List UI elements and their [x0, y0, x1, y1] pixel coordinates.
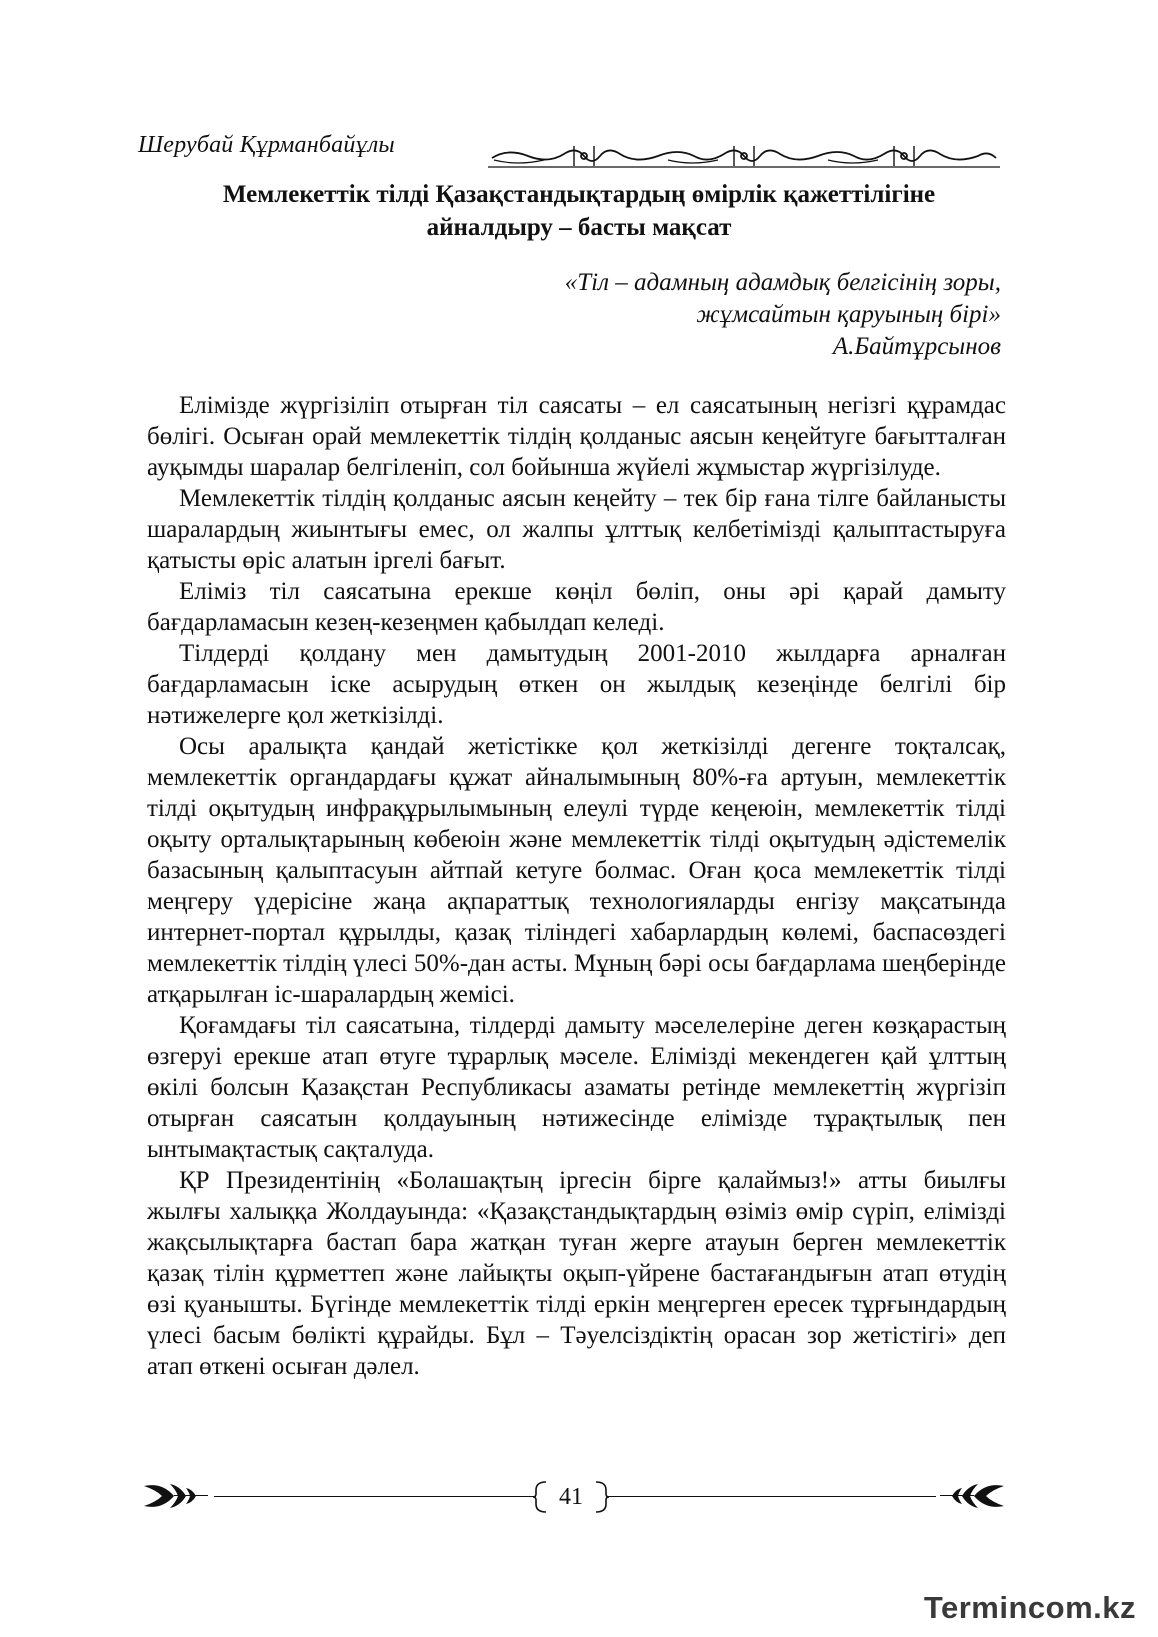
paragraph-7: ҚР Президентінің «Болашақтың іргесін бірге қалаймыз!» атты биылғы жылғы халыққа Жолдауында: «Қазақстандықтардың өзіміз өмір сүріп, елімізді жақсылықтарға бастап бара жатқан туған жерге атауын берген мемлекеттік қазақ тілін құрметтеп және лайықты оқып-үйрене бастағандығын атап өтудің өзі қуанышты. Бүгінде мемлекеттік тілді еркін меңгерген ересек тұрғындардың үлесі басым бөлікті құрайды. Бұл – Тәуелсіздіктің орасан зор жетістігі» деп атап өткені осыған дәлел.	[147, 1167, 1006, 1380]
site-watermark: Termincom.kz	[923, 1590, 1136, 1625]
paragraph-5: Осы аралықта қандай жетістікке қол жеткізілді дегенге тоқталсақ, мемлекеттік органдардағы құжат айналымының 80%-ға артуын, мемлекеттік тілді оқытудың инфрақұрылымының елеулі түрде кеңеюін, мемлекеттік тілді оқыту орталықтарының көбеюін және мемлекеттік тілді оқытудың әдістемелік базасының қалыптасуын айтпай кетуге болмас. Оған қоса мемлекеттік тілді меңгеру үдерісіне жаңа ақпараттық технологияларды енгізу мақсатында интернет-портал құрылды, қазақ тіліндегі хабарлардың көлемі, баспасөздегі мемлекеттік тілдің үлесі 50%-дан асты. Мұның бәрі осы бағдарлама шеңберінде атқарылған іс-шаралардың жемісі.	[147, 733, 1006, 1008]
scroll-ornament-icon	[488, 140, 1000, 170]
article-title-line-1: Мемлекеттік тілді Қазақстандықтардың өмірлік қажеттілігіне	[222, 181, 936, 208]
article-title	[140, 178, 1018, 244]
epigraph-line-2: жұмсайтын қаруының бірі»	[696, 301, 1001, 328]
paragraph-4: Тілдерді қолдану мен дамытудың 2001-2010 жылдарға арналған бағдарламасын іске асырудың өткен он жылдық кезеңінде белгілі бір нәтижелерге қол жеткізілді.	[147, 640, 1006, 729]
paragraph-6: Қоғамдағы тіл саясатына, тілдерді дамыту мәселелеріне деген көзқарастың өзгеруі ерекше атап өтуге тұрарлық мәселе. Елімізді мекендеген қай ұлттың өкілі болсын Қазақстан Республикасы азаматы ретінде мемлекеттің жүргізіп отырған саясатын қолдауының нәтижесінде елімізде тұрақтылық пен ынтымақтастық сақталуда.	[147, 1012, 1006, 1163]
epigraph-line-1: «Тіл – адамның адамдық белгісінің зоры,	[564, 269, 1001, 296]
paragraph-2: Мемлекеттік тілдің қолданыс аясын кеңейту – тек бір ғана тілге байланысты шаралардың жиынтығы емес, ол жалпы ұлттық келбетімізді қалыптастыруға қатысты өріс алатын іргелі бағыт.	[147, 485, 1006, 574]
paragraph-1: Елімізде жүргізіліп отырған тіл саясаты – ел саясатының негізгі құрамдас бөлігі. Осыған орай мемлекеттік тілдің қолданыс аясын кеңейтуге бағытталған ауқымды шаралар белгіленіп, сол бойынша жүйелі жұмыстар жүргізілуде.	[147, 392, 1006, 481]
article-title-line-2: айналдыру – басты мақсат	[426, 214, 732, 241]
leaf-ornament-right-icon	[938, 1478, 1008, 1514]
footer-rule-right	[606, 1496, 936, 1497]
page-number: 41	[559, 1484, 583, 1510]
footer-rule-left	[214, 1496, 534, 1497]
running-head-author: Шерубай Құрманбайұлы	[138, 132, 395, 158]
paragraph-3: Еліміз тіл саясатына ерекше көңіл бөліп, оны әрі қарай дамыту бағдарламасын кезең-кезеңмен қабылдап келеді.	[147, 578, 1006, 636]
article-body	[147, 390, 1006, 1382]
epigraph	[565, 267, 1001, 363]
epigraph-author: А.Байтұрсынов	[832, 333, 1001, 360]
leaf-ornament-left-icon	[140, 1478, 210, 1514]
